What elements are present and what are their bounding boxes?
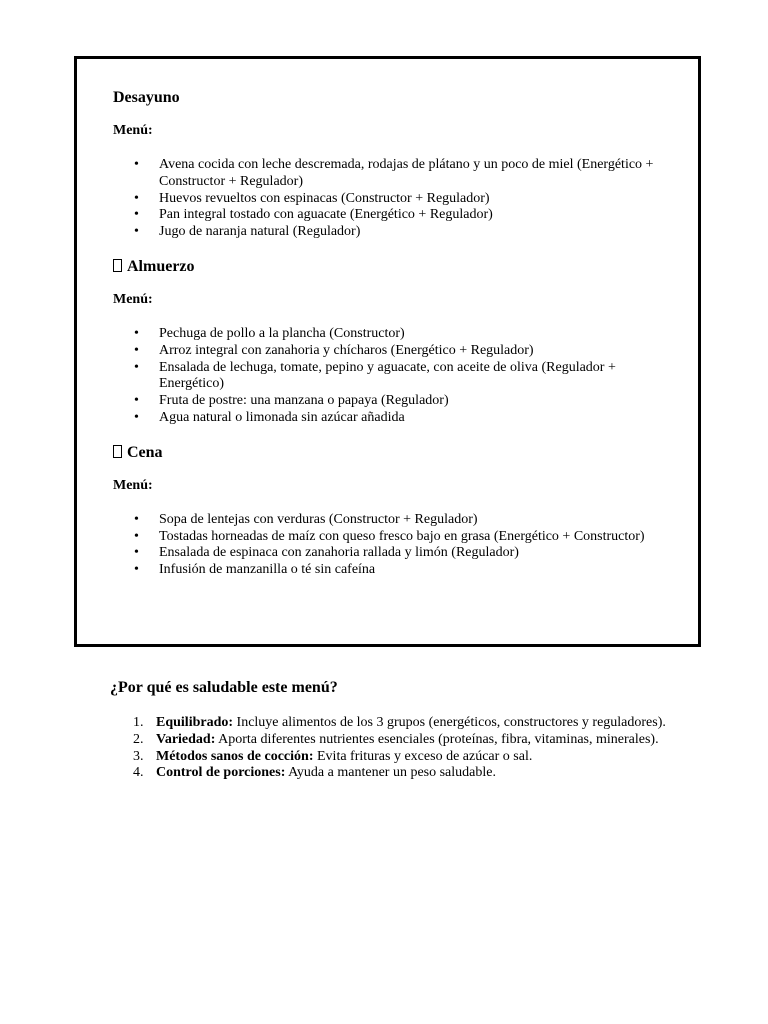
reason-text: Ayuda a mantener un peso saludable. xyxy=(285,765,496,781)
list-item: • Avena cocida con leche descremada, rodajas de plátano y un poco de miel (Energético + Constructor + Regulador) xyxy=(113,157,673,191)
list-item xyxy=(110,749,670,766)
menu-label: Menú: xyxy=(113,477,153,493)
list-number: 2. xyxy=(133,731,144,747)
list-item xyxy=(110,732,670,749)
list-item xyxy=(110,715,670,732)
reasons-list xyxy=(110,715,670,782)
menu-list-cena xyxy=(113,512,673,579)
reason-term: Equilibrado: xyxy=(156,715,234,730)
reason-term: Métodos sanos de cocción: xyxy=(156,748,314,764)
list-item: • Pechuga de pollo a la plancha (Constructor) xyxy=(113,326,673,343)
menu-box xyxy=(74,56,701,647)
list-item xyxy=(110,765,670,782)
section-title-almuerzo: Almuerzo xyxy=(127,257,195,275)
list-number: 4. xyxy=(133,765,144,781)
reason-text: Incluye alimentos de los 3 grupos (energéticos, constructores y reguladores). xyxy=(233,715,666,730)
section-title-desayuno: Desayuno xyxy=(113,89,180,106)
list-item: • Huevos revueltos con espinacas (Constructor + Regulador) xyxy=(113,191,673,208)
list-item: • Fruta de postre: una manzana o papaya (Regulador) xyxy=(113,393,673,410)
list-item: • Pan integral tostado con aguacate (Energético + Regulador) xyxy=(113,207,673,224)
missing-glyph-icon xyxy=(113,259,122,272)
list-item: • Ensalada de espinaca con zanahoria rallada y limón (Regulador) xyxy=(113,545,673,562)
menu-label: Menú: xyxy=(113,123,153,138)
missing-glyph-icon xyxy=(113,445,122,458)
menu-list-almuerzo xyxy=(113,326,673,427)
reason-term: Variedad: xyxy=(156,731,216,747)
why-section xyxy=(110,678,670,782)
section-title-cena: Cena xyxy=(127,443,163,461)
list-number: 1. xyxy=(133,715,144,730)
list-item: • Agua natural o limonada sin azúcar añadida xyxy=(113,410,673,427)
list-item: • Tostadas horneadas de maíz con queso fresco bajo en grasa (Energético + Constructor) xyxy=(113,529,673,546)
list-item: • Arroz integral con zanahoria y chícharos (Energético + Regulador) xyxy=(113,343,673,360)
reason-term: Control de porciones: xyxy=(156,765,286,781)
why-title: ¿Por qué es saludable este menú? xyxy=(110,679,338,696)
list-item: • Sopa de lentejas con verduras (Constructor + Regulador) xyxy=(113,512,673,529)
list-number: 3. xyxy=(133,748,144,764)
menu-label: Menú: xyxy=(113,291,153,307)
menu-list-desayuno xyxy=(113,157,673,241)
list-item: • Jugo de naranja natural (Regulador) xyxy=(113,224,673,241)
list-item: • Ensalada de lechuga, tomate, pepino y aguacate, con aceite de oliva (Regulador + Energético) xyxy=(113,360,673,394)
section-heading-almuerzo xyxy=(113,257,673,277)
reason-text: Evita frituras y exceso de azúcar o sal. xyxy=(313,748,533,764)
menu-box-content xyxy=(113,88,673,579)
reason-text: Aporta diferentes nutrientes esenciales (proteínas, fibra, vitaminas, minerales). xyxy=(215,731,659,747)
section-heading-cena xyxy=(113,443,673,463)
list-item: • Infusión de manzanilla o té sin cafeína xyxy=(113,562,673,579)
